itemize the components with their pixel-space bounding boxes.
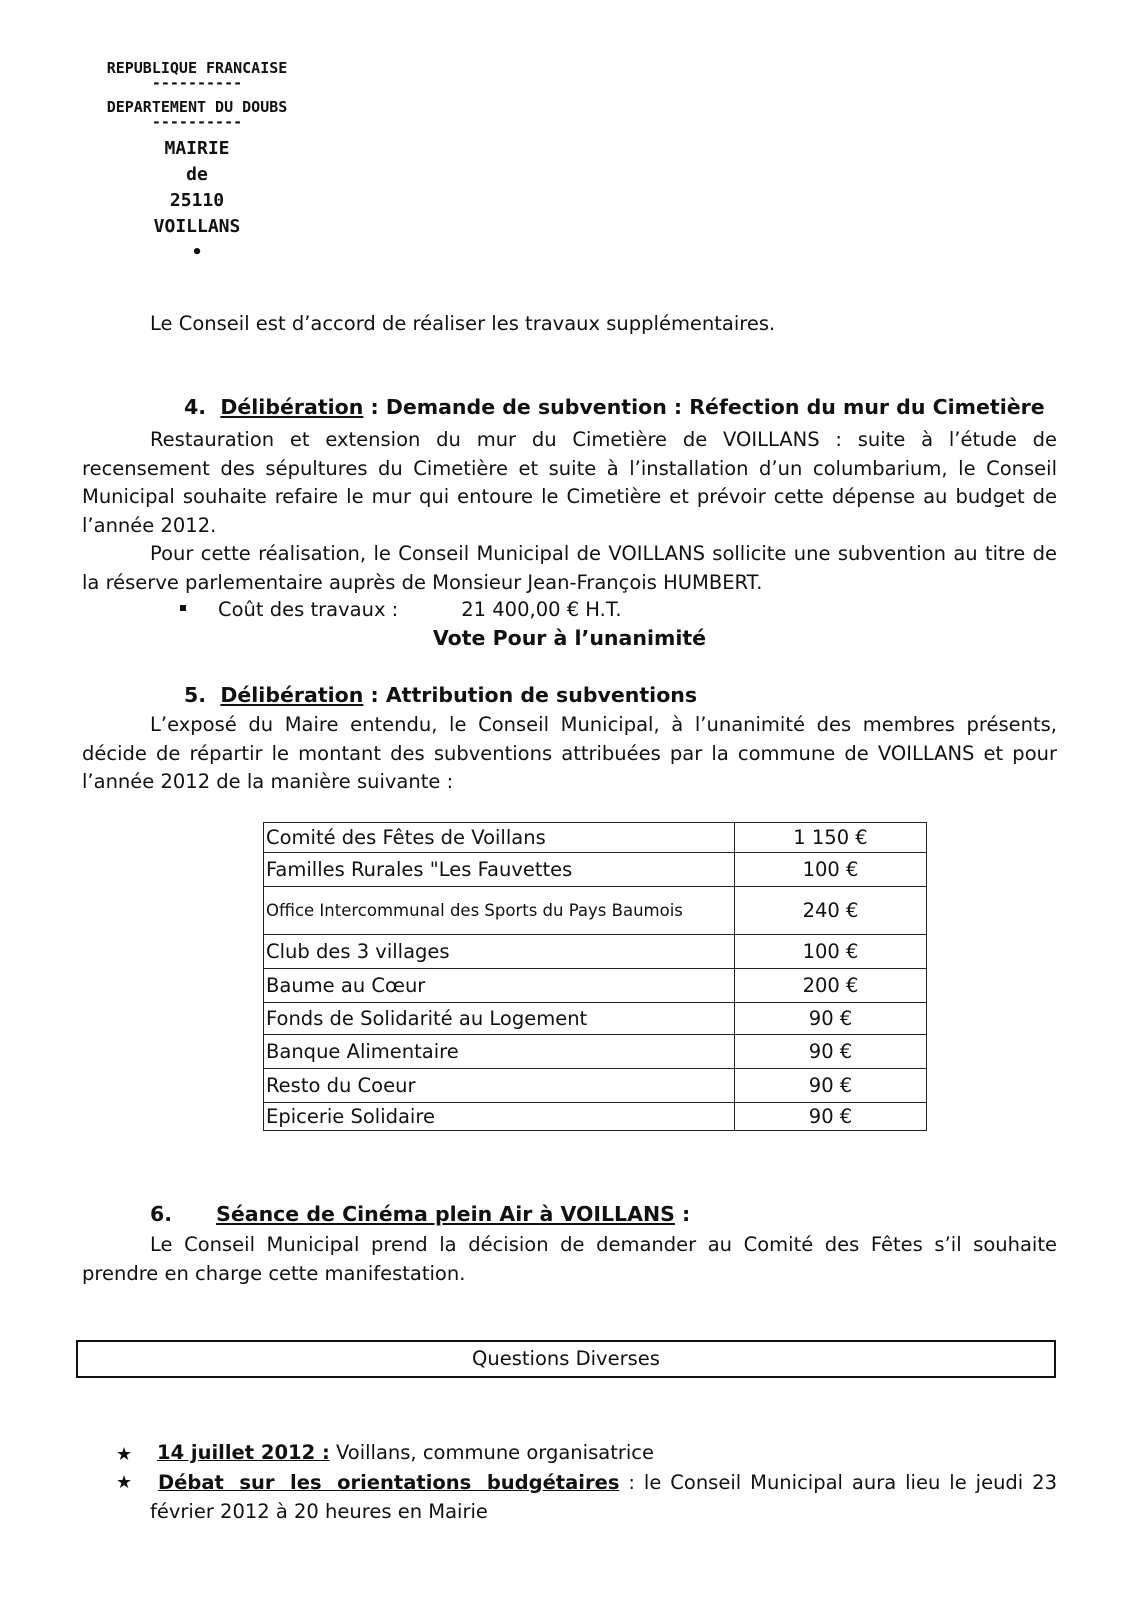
section-4-number: 4. [184, 395, 207, 419]
amount-cell: 90 € [735, 1103, 927, 1131]
section-4-heading [184, 395, 1045, 419]
section-5-title: : Attribution de subventions [363, 683, 698, 707]
star-bullet-icon: ★ [116, 1444, 133, 1465]
section-6-title: Séance de Cinéma plein Air à VOILLANS [216, 1202, 675, 1226]
amount-cell: 240 € [735, 887, 927, 935]
letterhead-postal-code: 25110 [169, 190, 225, 211]
org-cell: Fonds de Solidarité au Logement [264, 1003, 735, 1035]
letterhead-de: de [186, 164, 208, 185]
letterhead-mairie: MAIRIE [164, 138, 230, 159]
section-4-paragraph-1: Restauration et extension du mur du Cimetière de VOILLANS : suite à l’étude de recensement des sépultures du Cimetière et suite à l’installation d’un columbarium, le Conseil Municipal souhaite refaire le mur qui entoure le Cimetière et prévoir cette dépense au budget de l’année 2012. [82, 428, 1057, 537]
amount-cell: 90 € [735, 1035, 927, 1069]
subsidies-table [263, 822, 927, 1131]
question-item-2-label: Débat sur les orientations budgétaires [158, 1471, 620, 1494]
letterhead-town: VOILLANS [153, 216, 241, 237]
questions-diverses-box [76, 1340, 1056, 1378]
table-row [264, 969, 927, 1003]
section-6-heading [150, 1202, 690, 1226]
table-row [264, 1035, 927, 1069]
amount-cell: 90 € [735, 1069, 927, 1103]
amount-cell: 100 € [735, 935, 927, 969]
table-row [264, 823, 927, 853]
question-item-1-label: 14 juillet 2012 : [157, 1441, 330, 1464]
letterhead-republique: REPUBLIQUE FRANCAISE [106, 59, 288, 77]
org-cell: Baume au Cœur [264, 969, 735, 1003]
table-row [264, 887, 927, 935]
amount-cell: 90 € [735, 1003, 927, 1035]
letterhead-separator: ---------- [151, 113, 243, 131]
amount-cell: 200 € [735, 969, 927, 1003]
section-6-colon: : [674, 1202, 691, 1226]
section-4-title: : Demande de subvention : Réfection du mur du Cimetière [363, 395, 1045, 419]
questions-diverses-heading: Questions Diverses [472, 1347, 660, 1370]
letterhead-departement: DEPARTEMENT DU DOUBS [106, 98, 288, 116]
letterhead-separator: ---------- [151, 74, 243, 92]
section-4-kind: Délibération [220, 395, 364, 419]
table-row [264, 1103, 927, 1131]
org-cell: Familles Rurales "Les Fauvettes [264, 853, 735, 887]
section-4-cost-line [180, 598, 622, 621]
section-4-paragraph-2: Pour cette réalisation, le Conseil Municipal de VOILLANS sollicite une subvention au titre de la réserve parlementaire auprès de Monsieur Jean-François HUMBERT. [82, 542, 1057, 594]
org-cell: Epicerie Solidaire [264, 1103, 735, 1131]
section-5-kind: Délibération [220, 683, 364, 707]
section-6-paragraph: Le Conseil Municipal prend la décision de demander au Comité des Fêtes s’il souhaite prendre en charge cette manifestation. [82, 1233, 1057, 1285]
org-cell: Office Intercommunal des Sports du Pays Baumois [264, 887, 735, 935]
question-item-1-text: Voillans, commune organisatrice [329, 1441, 654, 1464]
table-row [264, 1003, 927, 1035]
org-cell: Banque Alimentaire [264, 1035, 735, 1069]
letterhead-dot: • [191, 242, 203, 263]
section-6-number: 6. [150, 1202, 173, 1226]
question-item-2 [150, 1469, 1057, 1526]
section-5-heading [184, 683, 697, 707]
question-item-2-text: : le Conseil Municipal aura lieu le jeudi 23 février 2012 à 20 heures en Mairie [150, 1471, 1057, 1523]
org-cell: Comité des Fêtes de Voillans [264, 823, 735, 853]
square-bullet-icon [180, 605, 186, 611]
table-row [264, 853, 927, 887]
org-cell: Club des 3 villages [264, 935, 735, 969]
cost-value: 21 400,00 € H.T. [461, 598, 622, 621]
intro-text: Le Conseil est d’accord de réaliser les travaux supplémentaires. [150, 312, 776, 335]
table-row [264, 935, 927, 969]
org-cell: Resto du Coeur [264, 1069, 735, 1103]
section-5-number: 5. [184, 683, 207, 707]
star-bullet-icon: ★ [116, 1472, 133, 1493]
question-item-1 [157, 1441, 654, 1464]
table-row [264, 1069, 927, 1103]
section-4-vote: Vote Pour à l’unanimité [432, 626, 707, 650]
amount-cell: 1 150 € [735, 823, 927, 853]
section-5-paragraph: L’exposé du Maire entendu, le Conseil Municipal, à l’unanimité des membres présents, décide de répartir le montant des subventions attribuées par la commune de VOILLANS et pour l’année 2012 de la manière suivante : [82, 713, 1057, 793]
cost-label: Coût des travaux : [218, 598, 399, 621]
letterhead [82, 58, 312, 266]
amount-cell: 100 € [735, 853, 927, 887]
